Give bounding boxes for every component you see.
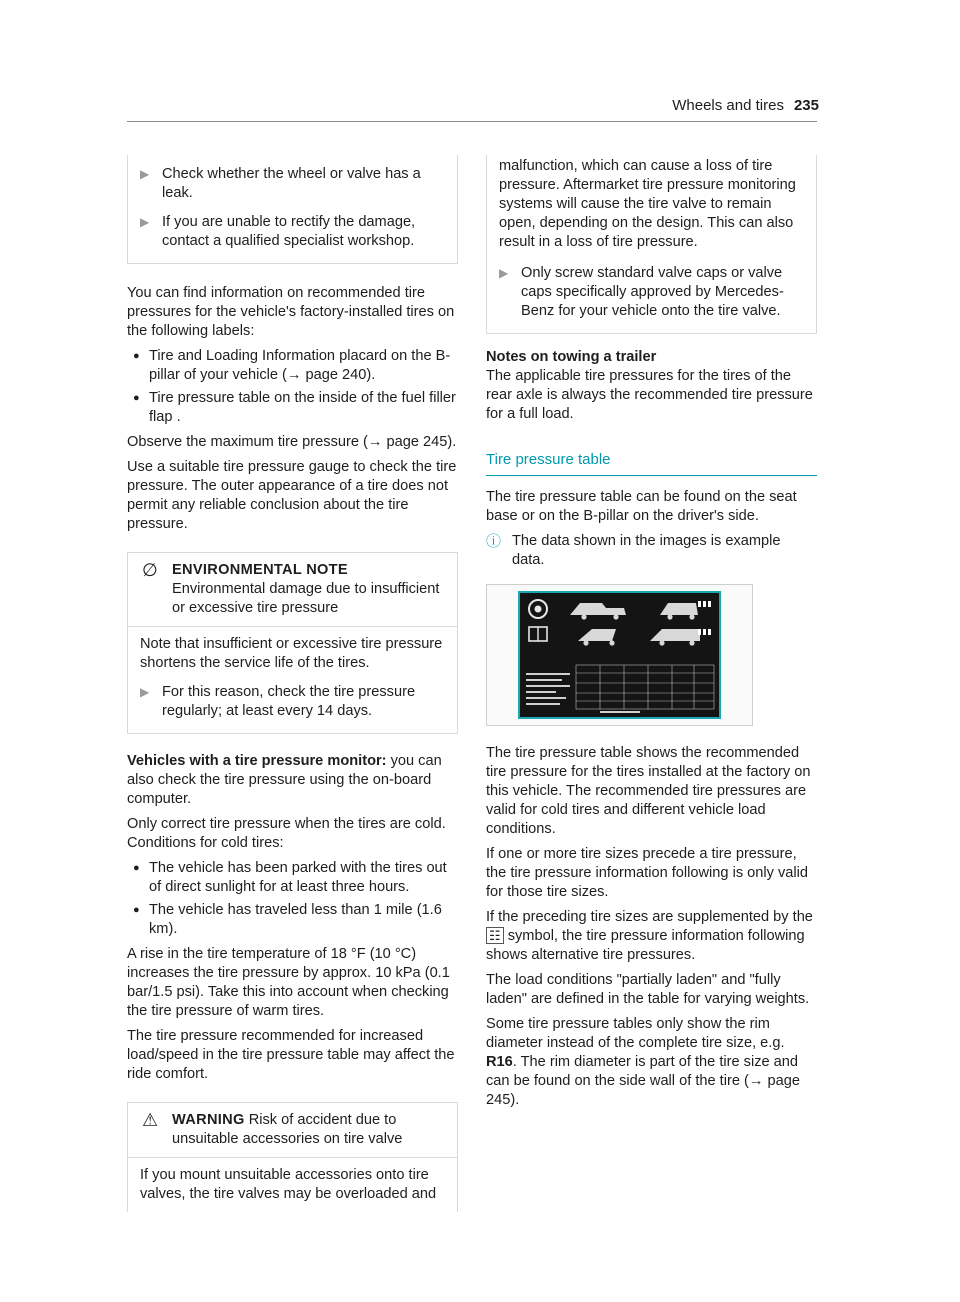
environment-icon: ∅	[142, 560, 158, 580]
rise-text: A rise in the tire temperature of 18 °F (10 °C) increases the tire pressure by approx. 10 kPa (0.1 bar/1.5 psi). Take this into account when checking the tire pressure of warm tires.	[127, 946, 450, 1019]
env-note-body: Note that insufficient or excessive tire pressure shortens the service life of the tires.	[140, 636, 443, 671]
symbol-paragraph: If the preceding tire sizes are supplemented by the ☷ symbol, the tire pressure information following shows alternative tire pressures.	[486, 909, 813, 963]
placard-illustration	[520, 593, 719, 717]
environmental-note	[127, 552, 458, 734]
step-item: ▶ Check whether the wheel or valve has a leak.	[140, 166, 421, 201]
env-note-title: ENVIRONMENTAL NOTE	[172, 562, 348, 578]
warning-body: If you mount unsuitable accessories onto tire valves, the tire valves may be overloaded and	[140, 1167, 437, 1202]
step-arrow-icon: ▶	[499, 266, 509, 280]
cold-list	[127, 859, 458, 939]
placard-graphic	[518, 591, 721, 719]
info-note-text: The data shown in the images is example data.	[512, 533, 781, 568]
bullet-icon: ●	[133, 392, 140, 404]
page-number: 235	[793, 97, 819, 114]
step-arrow-icon: ▶	[140, 167, 150, 181]
step-item: ▶ If you are unable to rectify the damage, contact a qualified specialist workshop.	[140, 214, 416, 249]
info-icon: ⓘ	[486, 533, 502, 550]
rim-paragraph: Some tire pressure tables only show the rim diameter instead of the complete tire size, e.g. R16. The rim diameter is part of the tire size and can be found on the side wall of the tire (→ page 245).	[486, 1016, 800, 1108]
table-symbol-icon: ☷	[486, 927, 504, 944]
list-item: ● The vehicle has been parked with the tires out of direct sunlight for at least three hours.	[127, 859, 458, 897]
warning-subtitle: Risk of accident due to unsuitable accessories on tire valve	[172, 1112, 403, 1147]
info-note	[486, 532, 817, 570]
warning-continued-text: malfunction, which can cause a loss of tire pressure. Aftermarket tire pressure monitoring systems will cause the tire valve to remain open, depending on the design. This can also result in a loss of tire pressure.	[499, 158, 796, 250]
tire-pressure-placard-image	[486, 584, 753, 726]
step-item: ▶ For this reason, check the tire pressure regularly; at least every 14 days.	[140, 684, 416, 719]
towing-text: The applicable tire pressures for the tires of the rear axle is always the recommended tire pressure for a full load.	[486, 368, 813, 422]
bullet-icon: ●	[133, 862, 140, 874]
warning-icon: ⚠	[142, 1110, 159, 1130]
section-heading: Tire pressure table	[486, 451, 611, 468]
list-item: ● Tire and Loading Information placard on the B-pillar of your vehicle (→ page 240).	[127, 347, 458, 385]
list-item: ● The vehicle has traveled less than 1 mile (1.6 km).	[127, 901, 458, 939]
step-arrow-icon: ▶	[140, 215, 150, 229]
warning-continued-box	[486, 155, 817, 334]
page-header	[655, 96, 819, 115]
table-intro: The tire pressure table can be found on the seat base or on the B-pillar on the driver's side.	[486, 489, 797, 524]
steps-box	[127, 155, 458, 264]
right-column	[486, 155, 817, 1116]
step-item: ▶ Only screw standard valve caps or valve caps specifically approved by Mercedes-Benz for your vehicle onto the tire valve.	[499, 265, 784, 319]
bullet-icon: ●	[133, 904, 140, 916]
intro-text: You can find information on recommended tire pressures for the vehicle's factory-installed tires on the following labels:	[127, 285, 455, 339]
left-column	[127, 155, 458, 1212]
towing-block	[486, 348, 817, 424]
tire-hub	[535, 606, 542, 613]
max-pressure-text: Observe the maximum tire pressure (→ page 245).	[127, 434, 457, 450]
pressure-grid	[576, 665, 714, 709]
env-note-subtitle: Environmental damage due to insufficient or excessive tire pressure	[172, 581, 440, 616]
paragraph: If one or more tire sizes precede a tire pressure, the tire pressure information following is only valid for those tire sizes.	[486, 846, 809, 900]
rim-example: R16	[486, 1054, 513, 1070]
towing-heading: Notes on towing a trailer	[486, 349, 657, 365]
step-arrow-icon: ▶	[140, 685, 150, 699]
gauge-text: Use a suitable tire pressure gauge to check the tire pressure. The outer appearance of a tire does not permit any reliable conclusion about the tire pressure.	[127, 459, 457, 532]
monitor-text: Vehicles with a tire pressure monitor: you can also check the tire pressure using the on-board computer.	[127, 753, 442, 807]
cold-text: Only correct tire pressure when the tires are cold. Conditions for cold tires:	[127, 816, 446, 851]
bullet-icon: ●	[133, 350, 140, 362]
warning-box	[127, 1102, 458, 1212]
section-divider	[486, 475, 817, 476]
list-item: ● Tire pressure table on the inside of the fuel filler flap .	[127, 389, 458, 427]
warning-title: WARNING	[172, 1112, 245, 1128]
header-divider	[127, 121, 817, 122]
label-list	[127, 347, 458, 427]
monitor-heading: Vehicles with a tire pressure monitor:	[127, 753, 387, 769]
header-section-title: Wheels and tires	[672, 97, 784, 114]
load-text: The tire pressure recommended for increased load/speed in the tire pressure table may affect the ride comfort.	[127, 1028, 455, 1082]
load-conditions-text: The load conditions "partially laden" and "fully laden" are defined in the table for varying weights.	[486, 972, 810, 1007]
van-illustrations	[570, 603, 700, 646]
paragraph: The tire pressure table shows the recommended tire pressure for the tires installed at the factory on this vehicle. The recommended tire pressures are valid for cold tires and different vehicle load conditions.	[486, 745, 811, 837]
